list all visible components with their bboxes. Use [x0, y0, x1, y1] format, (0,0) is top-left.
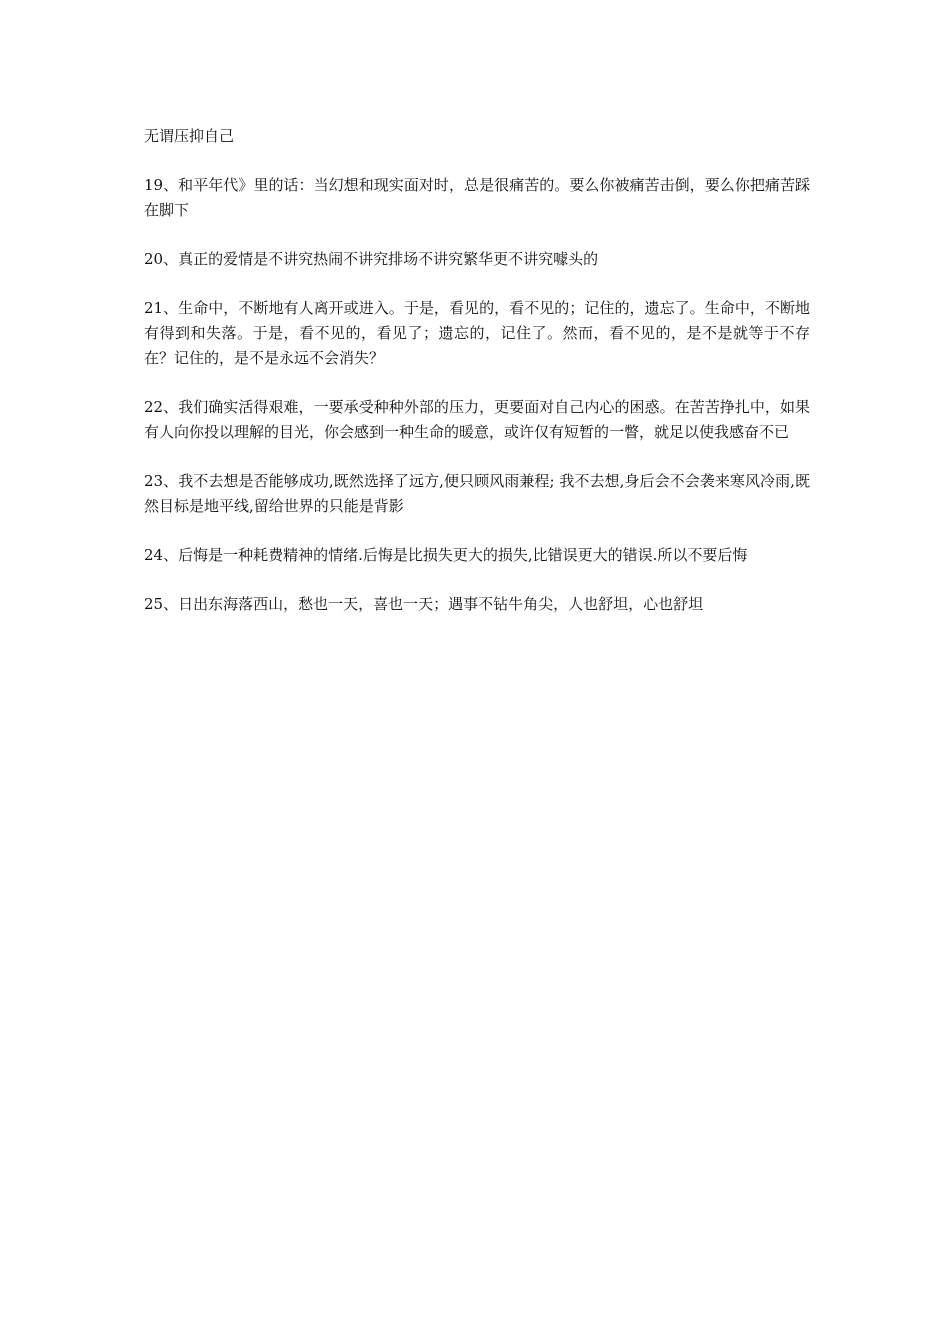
paragraph-19: 19、和平年代》里的话：当幻想和现实面对时，总是很痛苦的。要么你被痛苦击倒，要么你把痛苦踩在脚下 — [144, 176, 810, 219]
paragraph-21: 21、生命中，不断地有人离开或进入。于是，看见的，看不见的；记住的，遗忘了。生命中，不断地有得到和失落。于是，看不见的，看见了；遗忘的，记住了。然而，看不见的，是不是就等于不存在？记住的，是不是永远不会消失？ — [144, 299, 810, 367]
paragraph-20: 20、真正的爱情是不讲究热闹不讲究排场不讲究繁华更不讲究噱头的 — [144, 250, 599, 268]
paragraph-23: 23、我不去想是否能够成功,既然选择了远方,便只顾风雨兼程; 我不去想,身后会不会袭来寒风冷雨,既然目标是地平线,留给世界的只能是背影 — [144, 472, 810, 515]
paragraph-25: 25、日出东海落西山，愁也一天，喜也一天；遇事不钻牛角尖，人也舒坦，心也舒坦 — [144, 595, 704, 613]
paragraph-22: 22、我们确实活得艰难，一要承受种种外部的压力，更要面对自己内心的困惑。在苦苦挣扎中，如果有人向你投以理解的目光，你会感到一种生命的暖意，或许仅有短暂的一瞥，就足以使我感奋不已 — [144, 398, 810, 441]
paragraph-intro: 无谓压抑自己 — [144, 127, 235, 145]
paragraph-24: 24、后悔是一种耗费精神的情绪.后悔是比损失更大的损失,比错误更大的错误.所以不要后悔 — [144, 546, 748, 564]
